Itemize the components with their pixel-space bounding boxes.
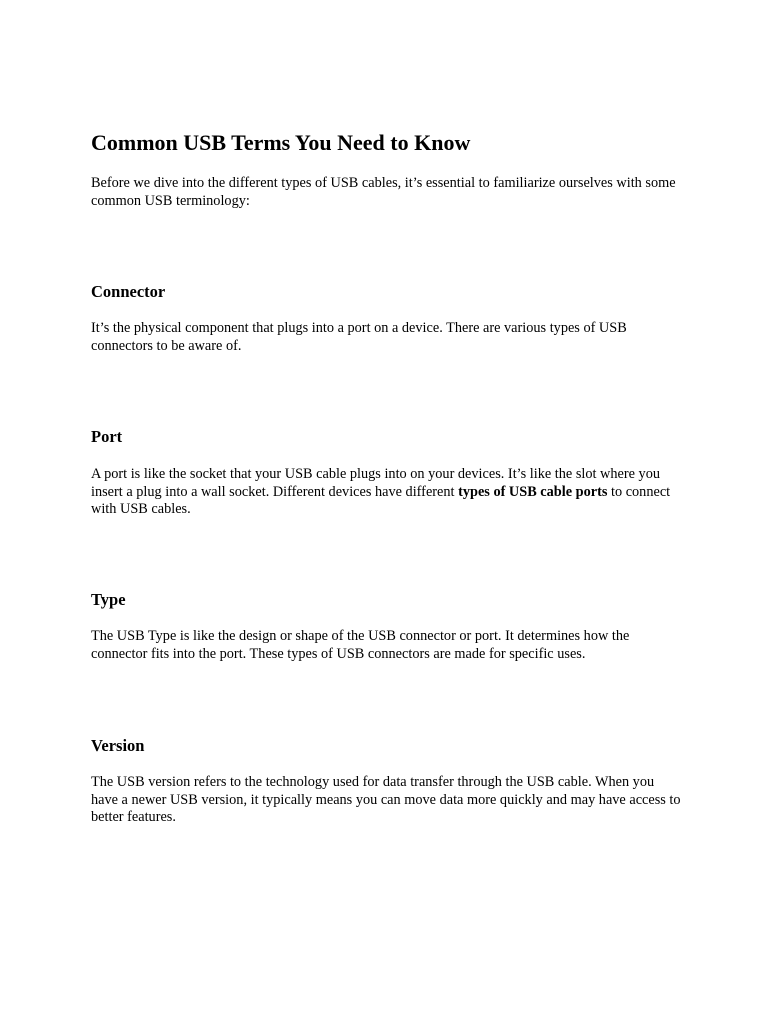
intro-paragraph: Before we dive into the different types of USB cables, it’s essential to familiarize ourselves with some common USB terminology:: [91, 175, 676, 209]
page-title: Common USB Terms You Need to Know: [91, 130, 471, 155]
port-text-before: A port is like the socket that your USB cable plugs into on your devices. It’s like the slot where you insert a plug into a wall socket. Different devices have different: [91, 466, 660, 500]
section-text-version: The USB version refers to the technology used for data transfer through the USB cable. When you have a newer USB version, it typically means you can move data more quickly and may have access to better features.: [91, 774, 681, 826]
usb-cable-ports-bold-term: types of USB cable ports: [458, 483, 608, 500]
section-text-type: The USB Type is like the design or shape of the USB connector or port. It determines how the connector fits into the port. These types of USB connectors are made for specific uses.: [91, 628, 630, 662]
section-heading-type: Type: [91, 590, 126, 609]
port-text-after: to connect with USB cables.: [91, 483, 671, 518]
section-heading-version: Version: [91, 736, 145, 755]
section-text-port: [91, 466, 681, 519]
section-text-connector: It’s the physical component that plugs into a port on a device. There are various types of USB connectors to be aware of.: [91, 320, 627, 354]
section-heading-port: Port: [91, 427, 123, 446]
section-heading-connector: Connector: [91, 282, 166, 301]
